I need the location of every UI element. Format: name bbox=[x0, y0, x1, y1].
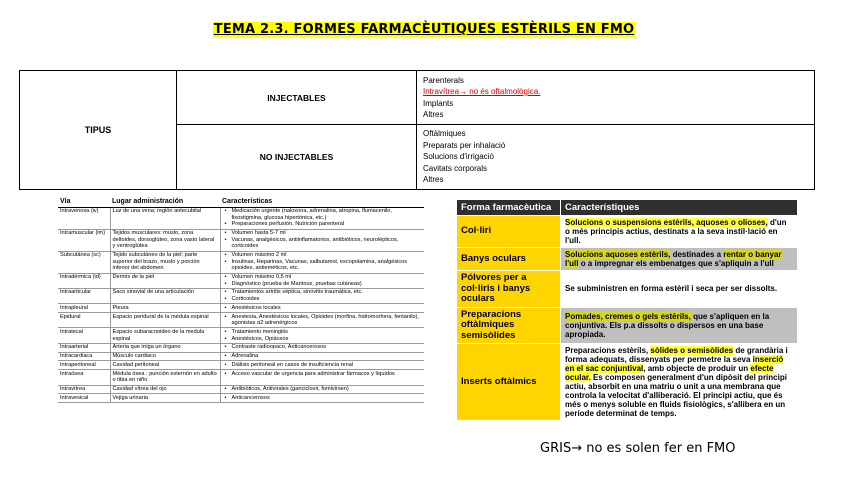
highlighted-text: Pomades, cremes o gels estèrils, bbox=[565, 311, 691, 321]
caracteristicas-cell bbox=[220, 394, 424, 403]
table-row bbox=[457, 307, 798, 344]
caracteristica-item: • Anticancerosos bbox=[223, 395, 423, 402]
lugar-cell: Cavidad vítrea del ojo bbox=[110, 385, 220, 394]
injectables-label: INJECTABLES bbox=[177, 71, 417, 125]
no-injectable-item: Altres bbox=[423, 175, 444, 185]
caracteristicas-list bbox=[223, 305, 423, 312]
highlighted-text: inserció en el sac conjuntival bbox=[565, 355, 784, 373]
highlighted-text: Solucions o suspensions estèrils, aquoses o olioses, bbox=[565, 218, 768, 227]
caracteristicas-list bbox=[223, 395, 423, 402]
caracteristicas-list bbox=[223, 289, 423, 302]
forma-name-cell: Preparacions oftàlmiques semisòlides bbox=[457, 307, 561, 344]
via-table-body bbox=[58, 207, 424, 402]
table-row bbox=[457, 344, 798, 421]
via-cell: Intradérmica (id) bbox=[58, 273, 110, 288]
lugar-cell: Dermis de la piel bbox=[110, 273, 220, 288]
caracteristica-item: • Diálisis peritoneal en casos de insuficiencia renal bbox=[223, 362, 423, 369]
caracteristica-item: • Preparaciones perfusión, Nutrición parenteral bbox=[223, 221, 423, 228]
lugar-cell: Tejidos musculares: muslo, zona deltoides, dorsoglúteo, zona vasto lateral y ventroglútea bbox=[110, 229, 220, 251]
table-row bbox=[457, 271, 798, 308]
desc-text: destinades a bbox=[670, 250, 724, 259]
lugar-header: Lugar administración bbox=[110, 199, 220, 207]
tipus-label: TIPUS bbox=[20, 71, 177, 190]
table-row bbox=[58, 313, 424, 328]
caracteristicas-cell bbox=[220, 288, 424, 303]
caracteristica-item: • Acceso vascular de urgencia para administrar fármacos y líquidos bbox=[223, 371, 423, 378]
caracteristicas-list bbox=[223, 362, 423, 369]
lugar-cell: Pleura bbox=[110, 304, 220, 313]
forma-table-body bbox=[457, 216, 798, 421]
forma-desc-cell bbox=[561, 307, 798, 344]
caracteristicas-cell bbox=[220, 207, 424, 229]
table-row bbox=[58, 328, 424, 343]
forma-desc-cell bbox=[561, 248, 798, 271]
caracteristica-item: • Antibióticos, Antivirales (ganciclovir, fomivirsen) bbox=[223, 386, 423, 393]
caracteristicas-list bbox=[223, 208, 423, 228]
caracteristicas-cell bbox=[220, 328, 424, 343]
injectable-item: Parenterals bbox=[423, 75, 464, 85]
lugar-cell: Saco sinovial de una articulación bbox=[110, 288, 220, 303]
via-header: Vía bbox=[58, 199, 110, 207]
caracteristica-item: • Diagnóstico (prueba de Mantoux, pruebas cutáneas) bbox=[223, 281, 423, 288]
caracteristica-item: • Volumen hasta 5-7 ml bbox=[223, 230, 423, 237]
forma-header: Forma farmacèutica bbox=[457, 200, 561, 216]
desc-text: , amb objecte de produir un bbox=[643, 364, 751, 373]
caracteristicas-list bbox=[223, 230, 423, 250]
highlighted-text: sòlides o semisòlides bbox=[650, 346, 734, 355]
caracteristica-item: • Vacunas, analgésicos, antiinflamatorios, antibióticos, neurolépticos, corticoides bbox=[223, 237, 423, 250]
caracteristica-item: • Anestésicos locales bbox=[223, 305, 423, 312]
via-cell: Intramuscular (im) bbox=[58, 229, 110, 251]
caracteristicas-list bbox=[223, 371, 423, 378]
forma-name-cell: Col·liri bbox=[457, 216, 561, 248]
forma-desc-cell bbox=[561, 216, 798, 248]
via-table bbox=[58, 199, 424, 403]
desc-text: de grandària i forma adequats, dissenyats per permetre la seva bbox=[565, 346, 788, 364]
table-row bbox=[58, 304, 424, 313]
forma-name-cell: Banys oculars bbox=[457, 248, 561, 271]
table-row bbox=[58, 385, 424, 394]
table-row bbox=[58, 229, 424, 251]
injectable-item: Implants bbox=[423, 98, 454, 108]
caracteristicas-list bbox=[223, 344, 423, 351]
caracteristicas-cell bbox=[220, 304, 424, 313]
table-row bbox=[58, 207, 424, 229]
no-injectables-list bbox=[417, 125, 815, 190]
via-cell: Intravenosa (iv) bbox=[58, 207, 110, 229]
table-row bbox=[58, 352, 424, 361]
via-cell: Intraarterial bbox=[58, 343, 110, 352]
caracteristica-item: • Anestesia, Anestésicos locales, Opioides (morfina, hidromorfona, fentanilo), agonistas α2 adrenérgicos bbox=[223, 314, 423, 327]
forma-desc-cell bbox=[561, 271, 798, 308]
highlighted-text: efecte ocular. bbox=[565, 364, 774, 382]
caracteristica-item: • Volumen máximo 0,5 ml bbox=[223, 274, 423, 281]
caracteristica-item: • Volumen máximo 2 ml bbox=[223, 252, 423, 259]
table-row bbox=[457, 248, 798, 271]
forma-name-cell: Inserts oftàlmics bbox=[457, 344, 561, 421]
lugar-cell: Arteria que irriga un órgano bbox=[110, 343, 220, 352]
injectable-item: Altres bbox=[423, 110, 444, 119]
via-cell: Intrapleural bbox=[58, 304, 110, 313]
caracteristicas-list bbox=[223, 329, 423, 342]
caracteristicas-cell bbox=[220, 370, 424, 385]
no-injectables-label: NO INJECTABLES bbox=[177, 125, 417, 190]
lugar-cell: Luz de una vena; región antecubital bbox=[110, 207, 220, 229]
desc-text: o a impregnar els embenatges que s'apliquin a l'ull bbox=[578, 259, 774, 268]
table-row bbox=[58, 343, 424, 352]
caracteristica-item: • Tratamientos artritis séptica, sinovitis traumática, etc. bbox=[223, 289, 423, 296]
lugar-cell: Vejiga urinaria bbox=[110, 394, 220, 403]
caracteristicas-list bbox=[223, 386, 423, 393]
caracteristicas-header: Características bbox=[220, 199, 424, 207]
caracteristicas-cell bbox=[220, 313, 424, 328]
table-row bbox=[58, 370, 424, 385]
caracteristica-item: • Medicación urgente (naloxona, adrenalina, atropina, flumacenilo, fisostigmina, glucosa hipertónica, etc.) bbox=[223, 208, 423, 221]
caracteristicas-cell bbox=[220, 251, 424, 273]
via-cell: Intraósea bbox=[58, 370, 110, 385]
caracteristicas-cell bbox=[220, 361, 424, 370]
highlighted-text: rentar o banyar l'ull bbox=[565, 250, 782, 268]
desc-text: d'un o més principis actius, destinats a la seva instil·lació en l'ull. bbox=[565, 218, 787, 245]
no-injectable-item: Cavitats corporals bbox=[423, 163, 488, 173]
caracteristicas-list bbox=[223, 274, 423, 287]
via-cell: Intraperitoneal bbox=[58, 361, 110, 370]
caracteristicas-cell bbox=[220, 352, 424, 361]
table-row bbox=[58, 251, 424, 273]
highlighted-text: Solucions aquoses estèrils, bbox=[565, 250, 671, 259]
caracteristica-item: • Insulinas, Heparinas, Vacunas, salbutamol, escopolamina, analgésicos opioides, antieméticos, etc. bbox=[223, 259, 423, 272]
caracteristica-item: • Anestésicos, Opiáceos bbox=[223, 336, 423, 343]
no-injectable-item: Oftàlmiques bbox=[423, 129, 466, 139]
caracteristica-item: • Corticoides bbox=[223, 296, 423, 303]
caracteristicas-list bbox=[223, 314, 423, 327]
via-cell: Intraarticular bbox=[58, 288, 110, 303]
caracteristiques-header: Característiques bbox=[561, 200, 798, 216]
via-cell: Intracardiaca bbox=[58, 352, 110, 361]
caracteristica-item: • Contraste radioopaco, Anticancerosos bbox=[223, 344, 423, 351]
footnote: GRIS→ no es solen fer en FMO bbox=[540, 441, 736, 456]
no-injectable-item: Preparats per inhalació bbox=[423, 140, 506, 150]
caracteristicas-cell bbox=[220, 229, 424, 251]
table-row bbox=[457, 216, 798, 248]
desc-text: que s'apliquen en la conjuntiva. Els p.a dissolts o dispersos en una base apropiada. bbox=[565, 311, 770, 339]
desc-text: Preparacions estèrils, bbox=[565, 346, 651, 355]
tipus-table bbox=[19, 70, 815, 190]
injectables-list bbox=[417, 71, 815, 125]
caracteristicas-cell bbox=[220, 343, 424, 352]
table-row bbox=[58, 288, 424, 303]
caracteristicas-cell bbox=[220, 273, 424, 288]
caracteristica-item: • Tratamiento meningitis bbox=[223, 329, 423, 336]
lugar-cell: Espacio peridural de la médula espinal bbox=[110, 313, 220, 328]
page-title: TEMA 2.3. FORMES FARMACÈUTIQUES ESTÈRILS EN FMO bbox=[213, 22, 635, 37]
caracteristica-item: • Adrenalina bbox=[223, 353, 423, 360]
lugar-cell: Tejido subcutáneo de la piel: parte superior del brazo, muslo y porción inferior del abdomen bbox=[110, 251, 220, 273]
lugar-cell: Músculo cardiaco bbox=[110, 352, 220, 361]
injectable-item: Intravítrea→ no és oftalmològica. bbox=[423, 87, 541, 96]
forma-desc-cell bbox=[561, 344, 798, 421]
caracteristicas-list bbox=[223, 353, 423, 360]
via-cell: Subcutánea (sc) bbox=[58, 251, 110, 273]
table-row bbox=[58, 273, 424, 288]
caracteristicas-cell bbox=[220, 385, 424, 394]
via-cell: Intravítrea bbox=[58, 385, 110, 394]
caracteristicas-list bbox=[223, 252, 423, 272]
via-cell: Epidural bbox=[58, 313, 110, 328]
via-cell: Intravesical bbox=[58, 394, 110, 403]
lugar-cell: Cavidad peritoneal bbox=[110, 361, 220, 370]
lugar-cell: Espacio subaracnoideo de la medula espinal bbox=[110, 328, 220, 343]
lugar-cell: Médula ósea : punción esternón en adulto o tibia en niño bbox=[110, 370, 220, 385]
via-cell: Intratecal bbox=[58, 328, 110, 343]
no-injectable-item: Solucions d'irrigació bbox=[423, 152, 494, 162]
table-row bbox=[58, 394, 424, 403]
desc-text: Es composen generalment d'un dipòsit del principi actiu, absorbit en una matriu o unit a una membrana que controla la velocitat d'alliberació. El principi actiu, que és més o menys soluble en fluids fisiològics, s'allibera en un període determinat de temps. bbox=[565, 373, 787, 418]
table-row bbox=[58, 361, 424, 370]
forma-table bbox=[456, 199, 798, 421]
forma-name-cell: Pólvores per a col·liris i banys oculars bbox=[457, 271, 561, 308]
desc-text: Se subministren en forma estèril i seca per ser dissolts. bbox=[565, 284, 778, 294]
